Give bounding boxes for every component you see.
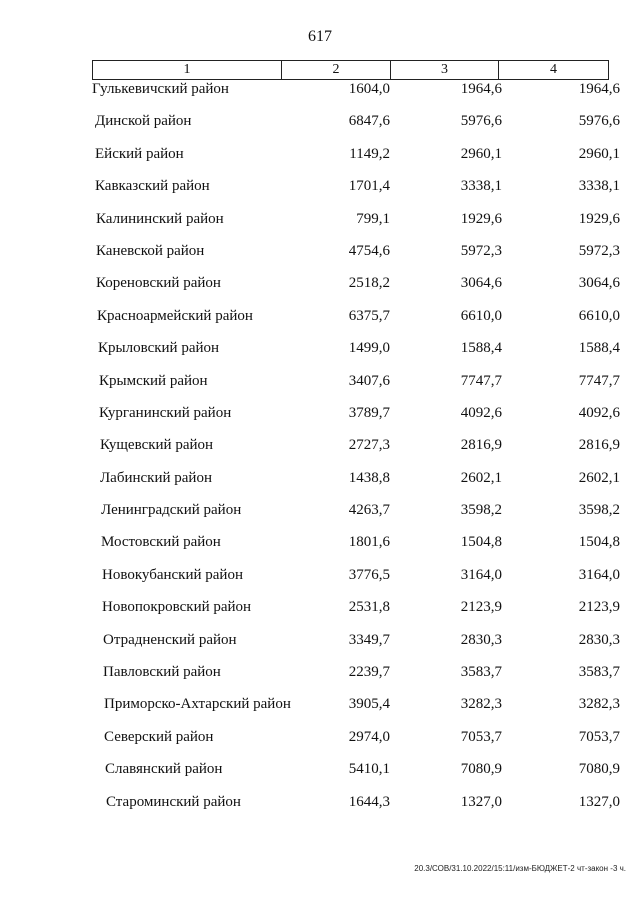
value-col-3: 3583,7 — [460, 664, 502, 681]
value-col-3: 7747,7 — [460, 372, 502, 389]
page-number: 617 — [308, 28, 332, 45]
district-name: Мостовский район — [101, 534, 221, 551]
value-col-2: 1499,0 — [348, 340, 390, 357]
table-row — [0, 403, 640, 435]
district-name: Динской район — [95, 113, 192, 130]
value-col-2: 799,1 — [356, 210, 390, 227]
district-name: Кавказский район — [95, 178, 210, 195]
value-col-2: 2239,7 — [348, 664, 390, 681]
district-name: Ленинградский район — [101, 502, 242, 519]
value-col-4: 1964,6 — [578, 81, 620, 97]
district-name: Гулькевичский район — [92, 81, 229, 97]
table-row — [0, 727, 640, 759]
district-name: Каневской район — [96, 242, 205, 259]
table-row — [0, 144, 640, 176]
column-header-2: 2 — [282, 61, 391, 80]
district-name: Крыловский район — [98, 340, 220, 357]
value-col-2: 2531,8 — [348, 599, 390, 616]
district-name: Ейский район — [95, 145, 184, 162]
table-row — [0, 759, 640, 791]
value-col-2: 3407,6 — [348, 372, 390, 389]
value-col-2: 3776,5 — [348, 566, 390, 583]
column-header-row — [93, 61, 609, 80]
table-row — [0, 532, 640, 564]
value-col-2: 2974,0 — [348, 728, 390, 745]
value-col-3: 1588,4 — [460, 340, 502, 357]
value-col-3: 7080,9 — [460, 761, 502, 778]
value-col-4: 2830,3 — [578, 631, 620, 648]
table-row — [0, 792, 640, 824]
table-row — [0, 241, 640, 273]
document-footer-code: 20.3/СОВ/31.10.2022/15:11/изм-БЮДЖЕТ-2 чт-закон -3 ч. — [414, 864, 626, 873]
value-col-3: 1929,6 — [460, 210, 502, 227]
district-name: Славянский район — [105, 761, 223, 778]
column-header-4: 4 — [499, 61, 609, 80]
value-col-3: 5972,3 — [460, 242, 502, 259]
value-col-3: 1504,8 — [460, 534, 502, 551]
value-col-3: 2816,9 — [460, 437, 502, 454]
value-col-3: 5976,6 — [460, 113, 502, 130]
value-col-2: 1701,4 — [348, 178, 390, 195]
value-col-4: 3282,3 — [578, 696, 620, 713]
table-row — [0, 338, 640, 370]
value-col-2: 1644,3 — [348, 793, 390, 810]
value-col-4: 1504,8 — [578, 534, 620, 551]
table-row — [0, 79, 640, 111]
value-col-2: 2518,2 — [348, 275, 390, 292]
table-row — [0, 176, 640, 208]
district-name: Курганинский район — [99, 404, 232, 421]
value-col-2: 4754,6 — [348, 242, 390, 259]
value-col-2: 3789,7 — [348, 404, 390, 421]
value-col-4: 3598,2 — [578, 502, 620, 519]
value-col-3: 3064,6 — [460, 275, 502, 292]
value-col-3: 3338,1 — [460, 178, 502, 195]
value-col-4: 1929,6 — [578, 210, 620, 227]
value-col-4: 7053,7 — [578, 728, 620, 745]
district-name: Калининский район — [96, 210, 224, 227]
value-col-3: 4092,6 — [460, 404, 502, 421]
value-col-4: 7080,9 — [578, 761, 620, 778]
district-name: Новопокровский район — [102, 599, 252, 616]
value-col-4: 2816,9 — [578, 437, 620, 454]
value-col-2: 3905,4 — [348, 696, 390, 713]
district-name: Староминский район — [106, 793, 241, 810]
district-name: Крымский район — [99, 372, 208, 389]
value-col-4: 7747,7 — [578, 372, 620, 389]
value-col-2: 6375,7 — [348, 307, 390, 324]
value-col-4: 5972,3 — [578, 242, 620, 259]
district-name: Павловский район — [103, 664, 221, 681]
value-col-3: 1964,6 — [460, 81, 502, 97]
table-row — [0, 371, 640, 403]
table-row — [0, 597, 640, 629]
value-col-4: 1327,0 — [578, 793, 620, 810]
district-name: Отрадненский район — [103, 631, 237, 648]
value-col-2: 1604,0 — [348, 81, 390, 97]
value-col-4: 3164,0 — [578, 566, 620, 583]
table-row — [0, 468, 640, 500]
value-col-2: 1149,2 — [349, 145, 390, 162]
value-col-4: 1588,4 — [578, 340, 620, 357]
table-row — [0, 694, 640, 726]
value-col-3: 3598,2 — [460, 502, 502, 519]
table-row — [0, 435, 640, 467]
value-col-4: 2960,1 — [578, 145, 620, 162]
table-row — [0, 306, 640, 338]
value-col-3: 2960,1 — [460, 145, 502, 162]
value-col-3: 2123,9 — [460, 599, 502, 616]
district-table-body — [0, 79, 640, 824]
district-name: Приморско-Ахтарский район — [104, 696, 291, 713]
value-col-2: 6847,6 — [348, 113, 390, 130]
value-col-3: 7053,7 — [460, 728, 502, 745]
district-name: Лабинский район — [100, 469, 212, 486]
value-col-3: 2602,1 — [460, 469, 502, 486]
value-col-2: 4263,7 — [348, 502, 390, 519]
table-row — [0, 630, 640, 662]
table-row — [0, 500, 640, 532]
column-header-1: 1 — [93, 61, 282, 80]
value-col-4: 4092,6 — [578, 404, 620, 421]
table-row — [0, 111, 640, 143]
value-col-3: 3282,3 — [460, 696, 502, 713]
value-col-4: 2123,9 — [578, 599, 620, 616]
value-col-4: 5976,6 — [578, 113, 620, 130]
district-name: Новокубанский район — [102, 566, 243, 583]
value-col-4: 6610,0 — [578, 307, 620, 324]
value-col-2: 3349,7 — [348, 631, 390, 648]
value-col-3: 6610,0 — [460, 307, 502, 324]
district-name: Северский район — [104, 728, 214, 745]
value-col-2: 1801,6 — [348, 534, 390, 551]
value-col-4: 3338,1 — [578, 178, 620, 195]
value-col-4: 2602,1 — [578, 469, 620, 486]
value-col-4: 3064,6 — [578, 275, 620, 292]
table-row — [0, 565, 640, 597]
table-row — [0, 662, 640, 694]
column-header-3: 3 — [391, 61, 499, 80]
value-col-3: 2830,3 — [460, 631, 502, 648]
value-col-2: 2727,3 — [348, 437, 390, 454]
table-row — [0, 273, 640, 305]
district-name: Кореновский район — [96, 275, 221, 292]
value-col-3: 3164,0 — [460, 566, 502, 583]
column-header-table — [92, 60, 609, 80]
value-col-2: 1438,8 — [348, 469, 390, 486]
table-row — [0, 209, 640, 241]
district-name: Кущевский район — [100, 437, 214, 454]
district-name: Красноармейский район — [97, 307, 253, 324]
value-col-4: 3583,7 — [578, 664, 620, 681]
value-col-2: 5410,1 — [348, 761, 390, 778]
value-col-3: 1327,0 — [460, 793, 502, 810]
